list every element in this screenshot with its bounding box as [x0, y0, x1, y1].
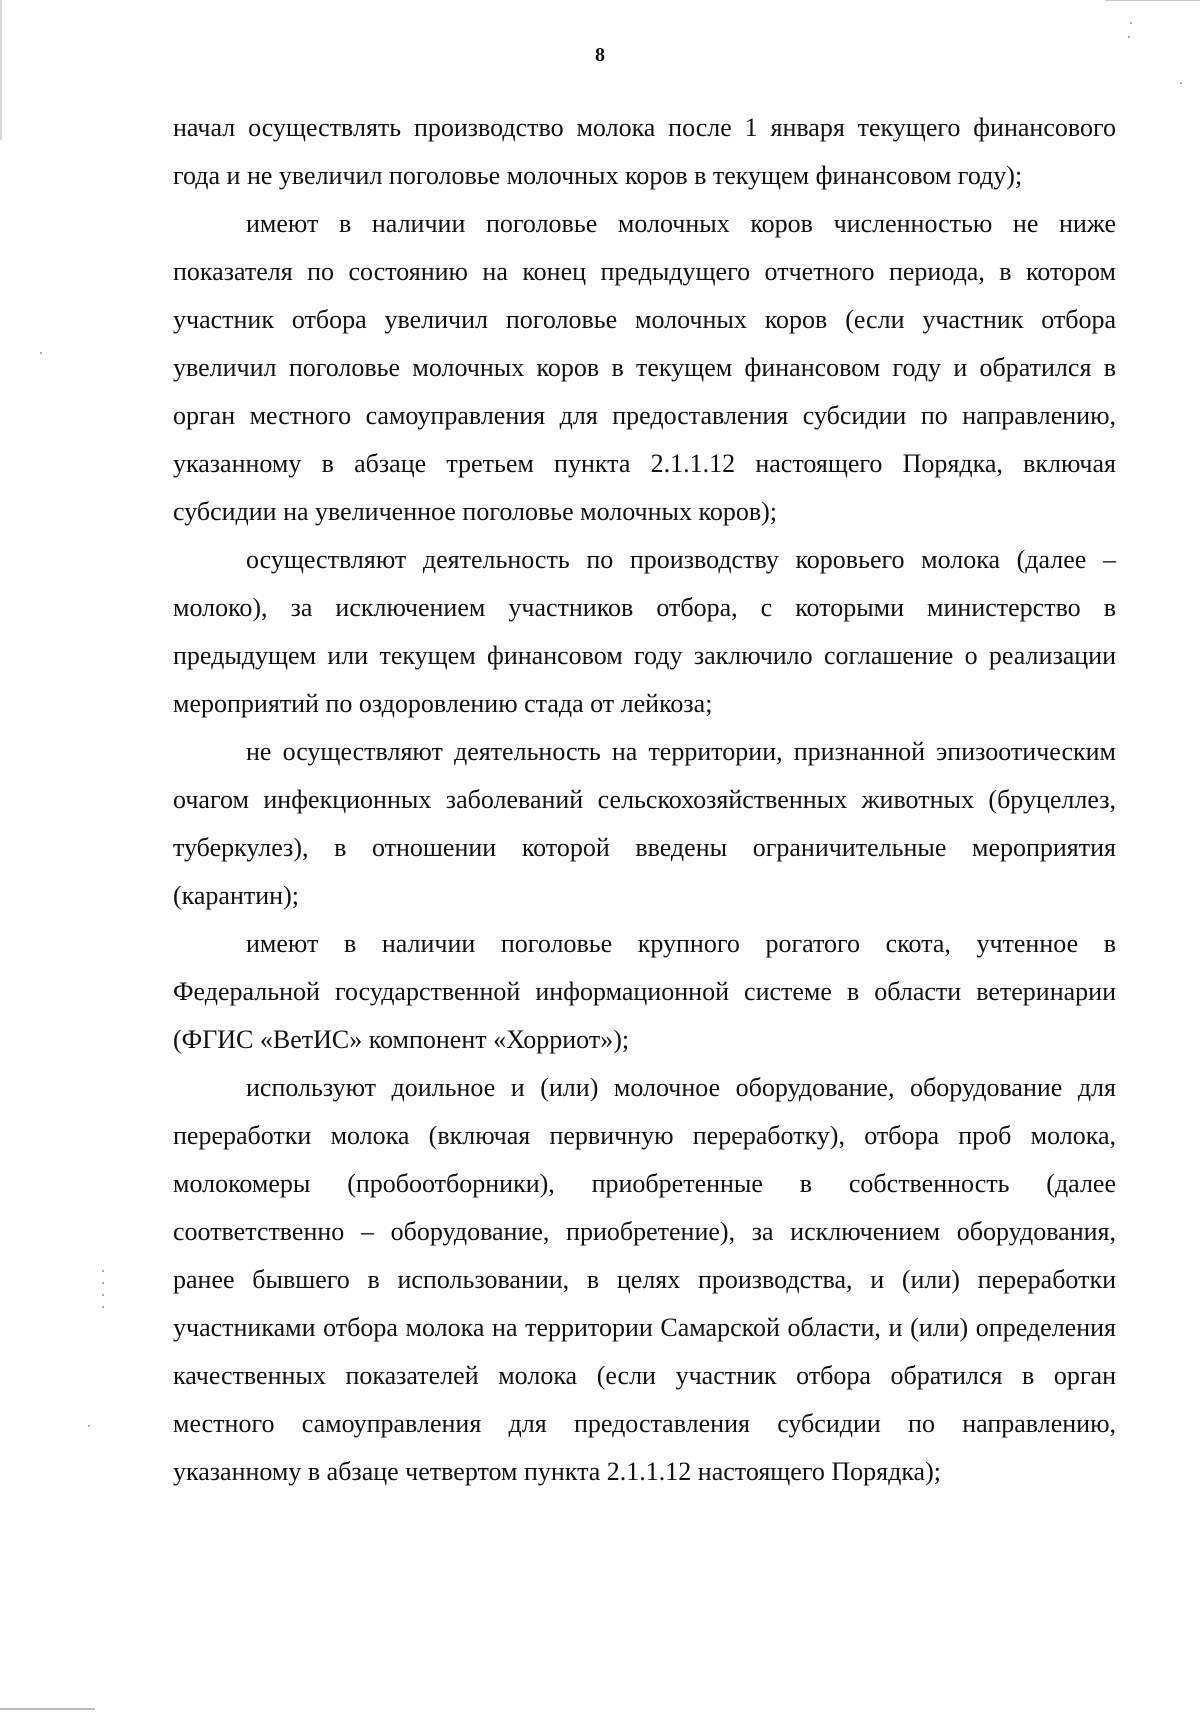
- paragraph: не осуществляют деятельность на территории, признанной эпизоотическим очагом инфекционных заболеваний сельскохозяйственных животных (бруцеллез, туберкулез), в отношении которой введены ограничительные мероприятия (карантин);: [173, 737, 1116, 910]
- scan-speck: [102, 1270, 104, 1272]
- paragraph: имеют в наличии поголовье молочных коров численностью не ниже показателя по состоянию на конец предыдущего отчетного периода, в котором участник отбора увеличил поголовье молочных коров (если участник отбора увеличил поголовье молочных коров в текущем финансовом году и обратился в орган местного самоуправления для предоставления субсидии по направлению, указанному в абзаце третьем пункта 2.1.1.12 настоящего Порядка, включая субсидии на увеличенное поголовье молочных коров);: [173, 209, 1116, 526]
- paragraph: используют доильное и (или) молочное оборудование, оборудование для переработки молока (включая первичную переработку), отбора проб молока, молокомеры (пробоотборники), приобретенные в собственность (далее соответственно – оборудование, приобретение), за исключением оборудования, ранее бывшего в использовании, в целях производства, и (или) переработки участниками отбора молока на территории Самарской области, и (или) определения качественных показателей молока (если участник отбора обратился в орган местного самоуправления для предоставления субсидии по направлению, указанному в абзаце четвертом пункта 2.1.1.12 настоящего Порядка);: [173, 1073, 1116, 1486]
- scan-speck: [1128, 36, 1130, 38]
- scan-speck: [102, 1306, 104, 1308]
- paragraph: осуществляют деятельность по производству коровьего молока (далее – молоко), за исключением участников отбора, с которыми министерство в предыдущем или текущем финансовом году заключило соглашение о реализации мероприятий по оздоровлению стада от лейкоза;: [173, 545, 1116, 718]
- paragraph-continuation: начал осуществлять производство молока после 1 января текущего финансового года и не увеличил поголовье молочных коров в текущем финансовом году);: [173, 113, 1116, 190]
- document-body: [173, 104, 1116, 1496]
- paragraph: имеют в наличии поголовье крупного рогатого скота, учтенное в Федеральной государственной информационной системе в области ветеринарии (ФГИС «ВетИС» компонент «Хорриот»);: [173, 929, 1116, 1054]
- scan-speck: [40, 352, 42, 354]
- scan-edge-left: [0, 0, 2, 140]
- scan-edge-bottom: [0, 1708, 95, 1710]
- scan-speck: [88, 1425, 90, 1427]
- scan-edge-top: [1105, 0, 1200, 1]
- scan-speck: [1130, 22, 1132, 24]
- scan-speck: [1180, 82, 1182, 84]
- scan-speck: [102, 1294, 104, 1296]
- scan-speck: [102, 1282, 104, 1284]
- page-number: 8: [595, 44, 605, 66]
